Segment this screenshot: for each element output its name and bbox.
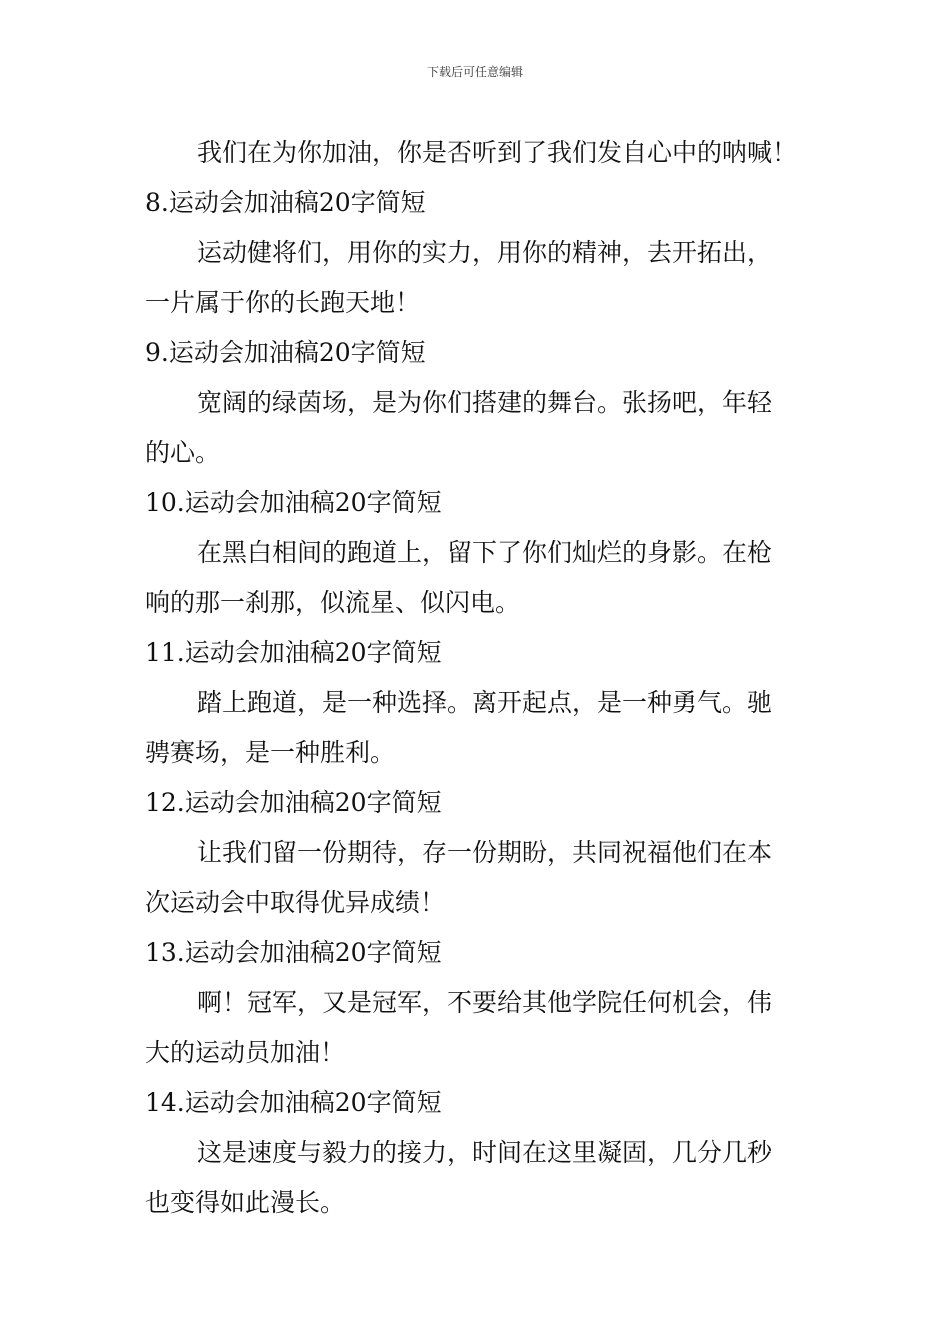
paragraph-line: 的心。 (145, 438, 221, 467)
paragraph-line: 一片属于你的长跑天地！ (145, 288, 421, 317)
paragraph-line: 啊！冠军，又是冠军，不要给其他学院任何机会，伟 (197, 988, 773, 1017)
section-heading-8: 8.运动会加油稿20字简短 (145, 188, 426, 217)
paragraph-line: 大的运动员加油！ (145, 1038, 346, 1067)
paragraph-line: 宽阔的绿茵场，是为你们搭建的舞台。张扬吧，年轻 (197, 388, 773, 417)
paragraph-line: 运动健将们，用你的实力，用你的精神，去开拓出， (197, 238, 773, 267)
page-header: 下载后可任意编辑 (426, 65, 523, 79)
paragraph-line: 在黑白相间的跑道上，留下了你们灿烂的身影。在枪 (197, 538, 773, 567)
paragraph-line: 响的那一刹那，似流星、似闪电。 (145, 588, 521, 617)
section-heading-10: 10.运动会加油稿20字简短 (145, 488, 442, 517)
section-heading-13: 13.运动会加油稿20字简短 (145, 938, 442, 967)
document-body (145, 128, 807, 1228)
paragraph-line: 次运动会中取得优异成绩！ (145, 888, 446, 917)
section-heading-12: 12.运动会加油稿20字简短 (145, 788, 442, 817)
section-heading-9: 9.运动会加油稿20字简短 (145, 338, 426, 367)
paragraph-line: 这是速度与毅力的接力，时间在这里凝固，几分几秒 (197, 1138, 773, 1167)
paragraph-line: 让我们留一份期待，存一份期盼，共同祝福他们在本 (197, 838, 773, 867)
paragraph-line: 骋赛场，是一种胜利。 (145, 738, 396, 767)
paragraph-line: 我们在为你加油，你是否听到了我们发自心中的呐喊！ (197, 138, 798, 167)
section-heading-11: 11.运动会加油稿20字简短 (145, 638, 442, 667)
paragraph-line: 踏上跑道，是一种选择。离开起点，是一种勇气。驰 (197, 688, 773, 717)
paragraph-line: 也变得如此漫长。 (145, 1188, 346, 1217)
section-heading-14: 14.运动会加油稿20字简短 (145, 1088, 442, 1117)
